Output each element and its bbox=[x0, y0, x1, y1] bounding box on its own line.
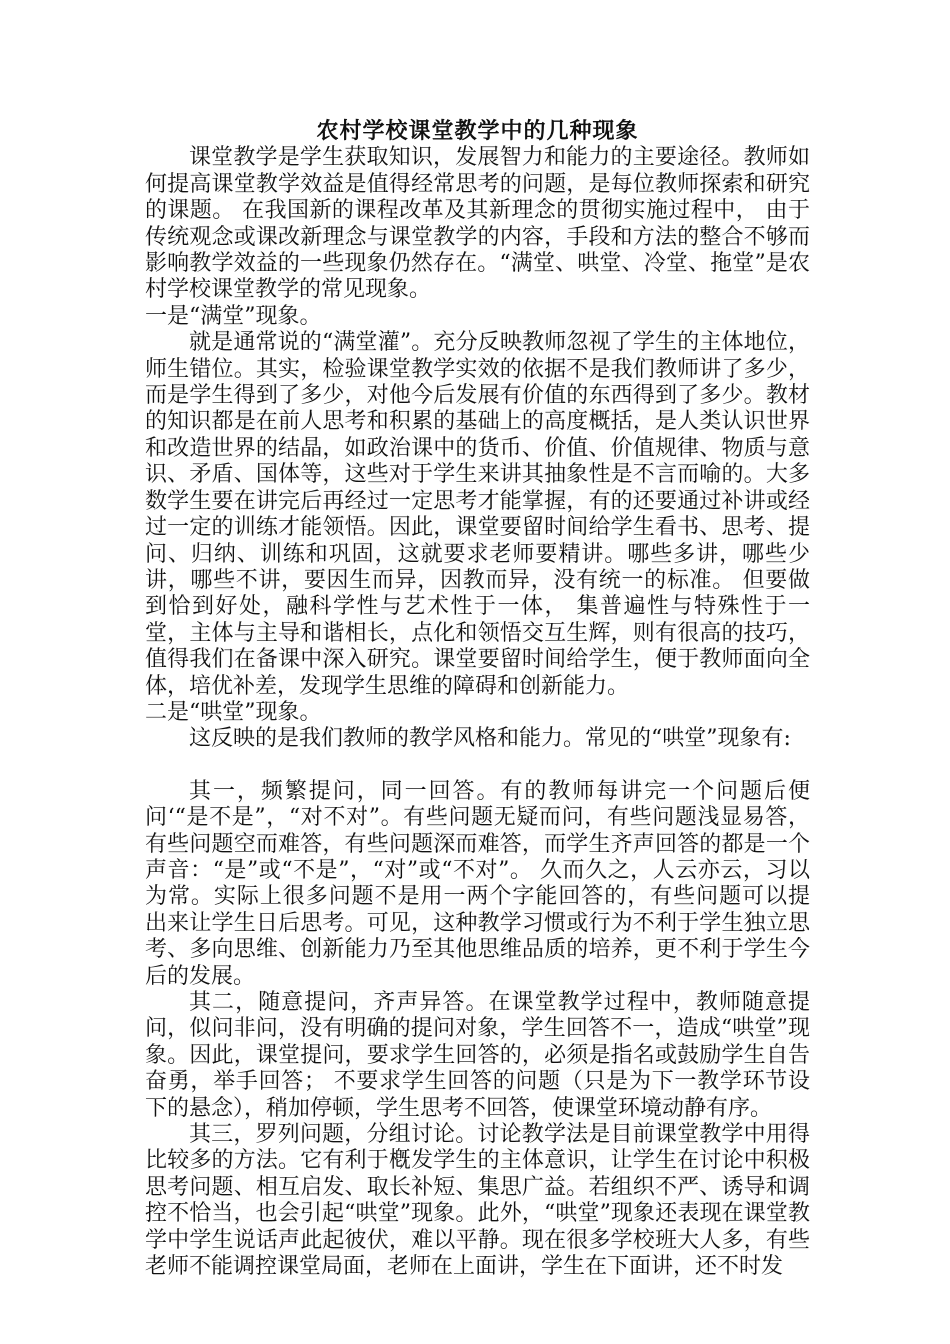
document-title: 农村学校课堂教学中的几种现象 bbox=[316, 118, 639, 144]
intro-paragraph: 课堂教学是学生获取知识，发展智力和能力的主要途径。教师如何提高课堂教学效益是值得经常思考的问题，是每位教师探索和研究的课题。 在我国新的课程改革及其新理念的贯彻实施过程中， 由于传统观念或课改新理念与课堂教学的内容，手段和方法的整合不够而影响教学效益的一些现象仍然存在。“满堂、哄堂、冷堂、拖堂”是农村学校课堂教学的常见现象。 bbox=[145, 145, 810, 303]
section-heading-2: 二是“哄堂”现象。 bbox=[145, 699, 322, 725]
point-3-paragraph: 其三，罗列问题，分组讨论。讨论教学法是目前课堂教学中用得比较多的方法。它有利于槪发学生的主体意识，让学生在讨论中积极思考问题、相互启发、取长补短、集思广益。若组织不严、诱导和调控不恰当，也会引起“哄堂”现象。此外，“哄堂”现象还表现在课堂教学中学生说话声此起彼伏，难以平静。现在很多学校班大人多，有些老师不能调控课堂局面，老师在上面讲，学生在下面讲，还不时发 bbox=[145, 1122, 810, 1280]
document-page bbox=[145, 118, 810, 1280]
point-2-paragraph: 其二，随意提问，齐声异答。在课堂教学过程中，教师随意提问，似问非问，没有明确的提问对象，学生回答不一，造成“哄堂”现象。因此，课堂提问，要求学生回答的，必须是指名或鼓励学生自告奋勇，举手回答； 不要求学生回答的问题（只是为下一教学环节设下的悬念），稍加停顿，学生思考不回答，使课堂环境动静有序。 bbox=[145, 990, 810, 1121]
section-heading-1: 一是“满堂”现象。 bbox=[145, 303, 322, 329]
section-1-paragraph: 就是通常说的“满堂灌”。充分反映教师忽视了学生的主体地位，师生错位。其实，检验课堂教学实效的依据不是我们教师讲了多少，而是学生得到了多少，对他今后发展有价值的东西得到了多少。教材的知识都是在前人思考和积累的基础上的高度概括，是人类认识世界和改造世界的结晶，如政治课中的货币、价值、价值规律、物质与意识、矛盾、国体等，这些对于学生来讲其抽象性是不言而喻的。大多数学生要在讲完后再经过一定思考才能掌握，有的还要通过补讲或经过一定的训练才能领悟。因此，课堂要留时间给学生看书、思考、提问、归纳、训练和巩固，这就要求老师要精讲。哪些多讲，哪些少讲，哪些不讲，要因生而异，因教而异，没有统一的标准。 但要做到恰到好处，融科学性与艺术性于一体， 集普遍性与特殊性于一堂，主体与主导和谐相长，点化和领悟交互生辉，则有很高的技巧，值得我们在备课中深入研究。课堂要留时间给学生，便于教师面向全体，培优补差，发现学生思维的障碍和创新能力。 bbox=[145, 330, 810, 699]
point-1-paragraph: 其一，频繁提问，同一回答。有的教师每讲完一个问题后便问‘“是不是”，“对不对”。有些问题无疑而问，有些问题浅显易答，有些问题空而难答，有些问题深而难答，而学生齐声回答的都是一个声音：“是”或“不是”，“对”或“不对”。 久而久之，人云亦云，习以为常。实际上很多问题不是用一两个字能回答的，有些问题可以提 出来让学生日后思考。可见，这种教学习惯或行为不利于学生独立思考、多向思维、创新能力乃至其他思维品质的培养，更不利于学生今后的发展。 bbox=[145, 778, 810, 989]
section-2-intro-paragraph: 这反映的是我们教师的教学风格和能力。常见的“哄堂”现象有: bbox=[189, 726, 791, 752]
blank-line bbox=[145, 753, 810, 779]
